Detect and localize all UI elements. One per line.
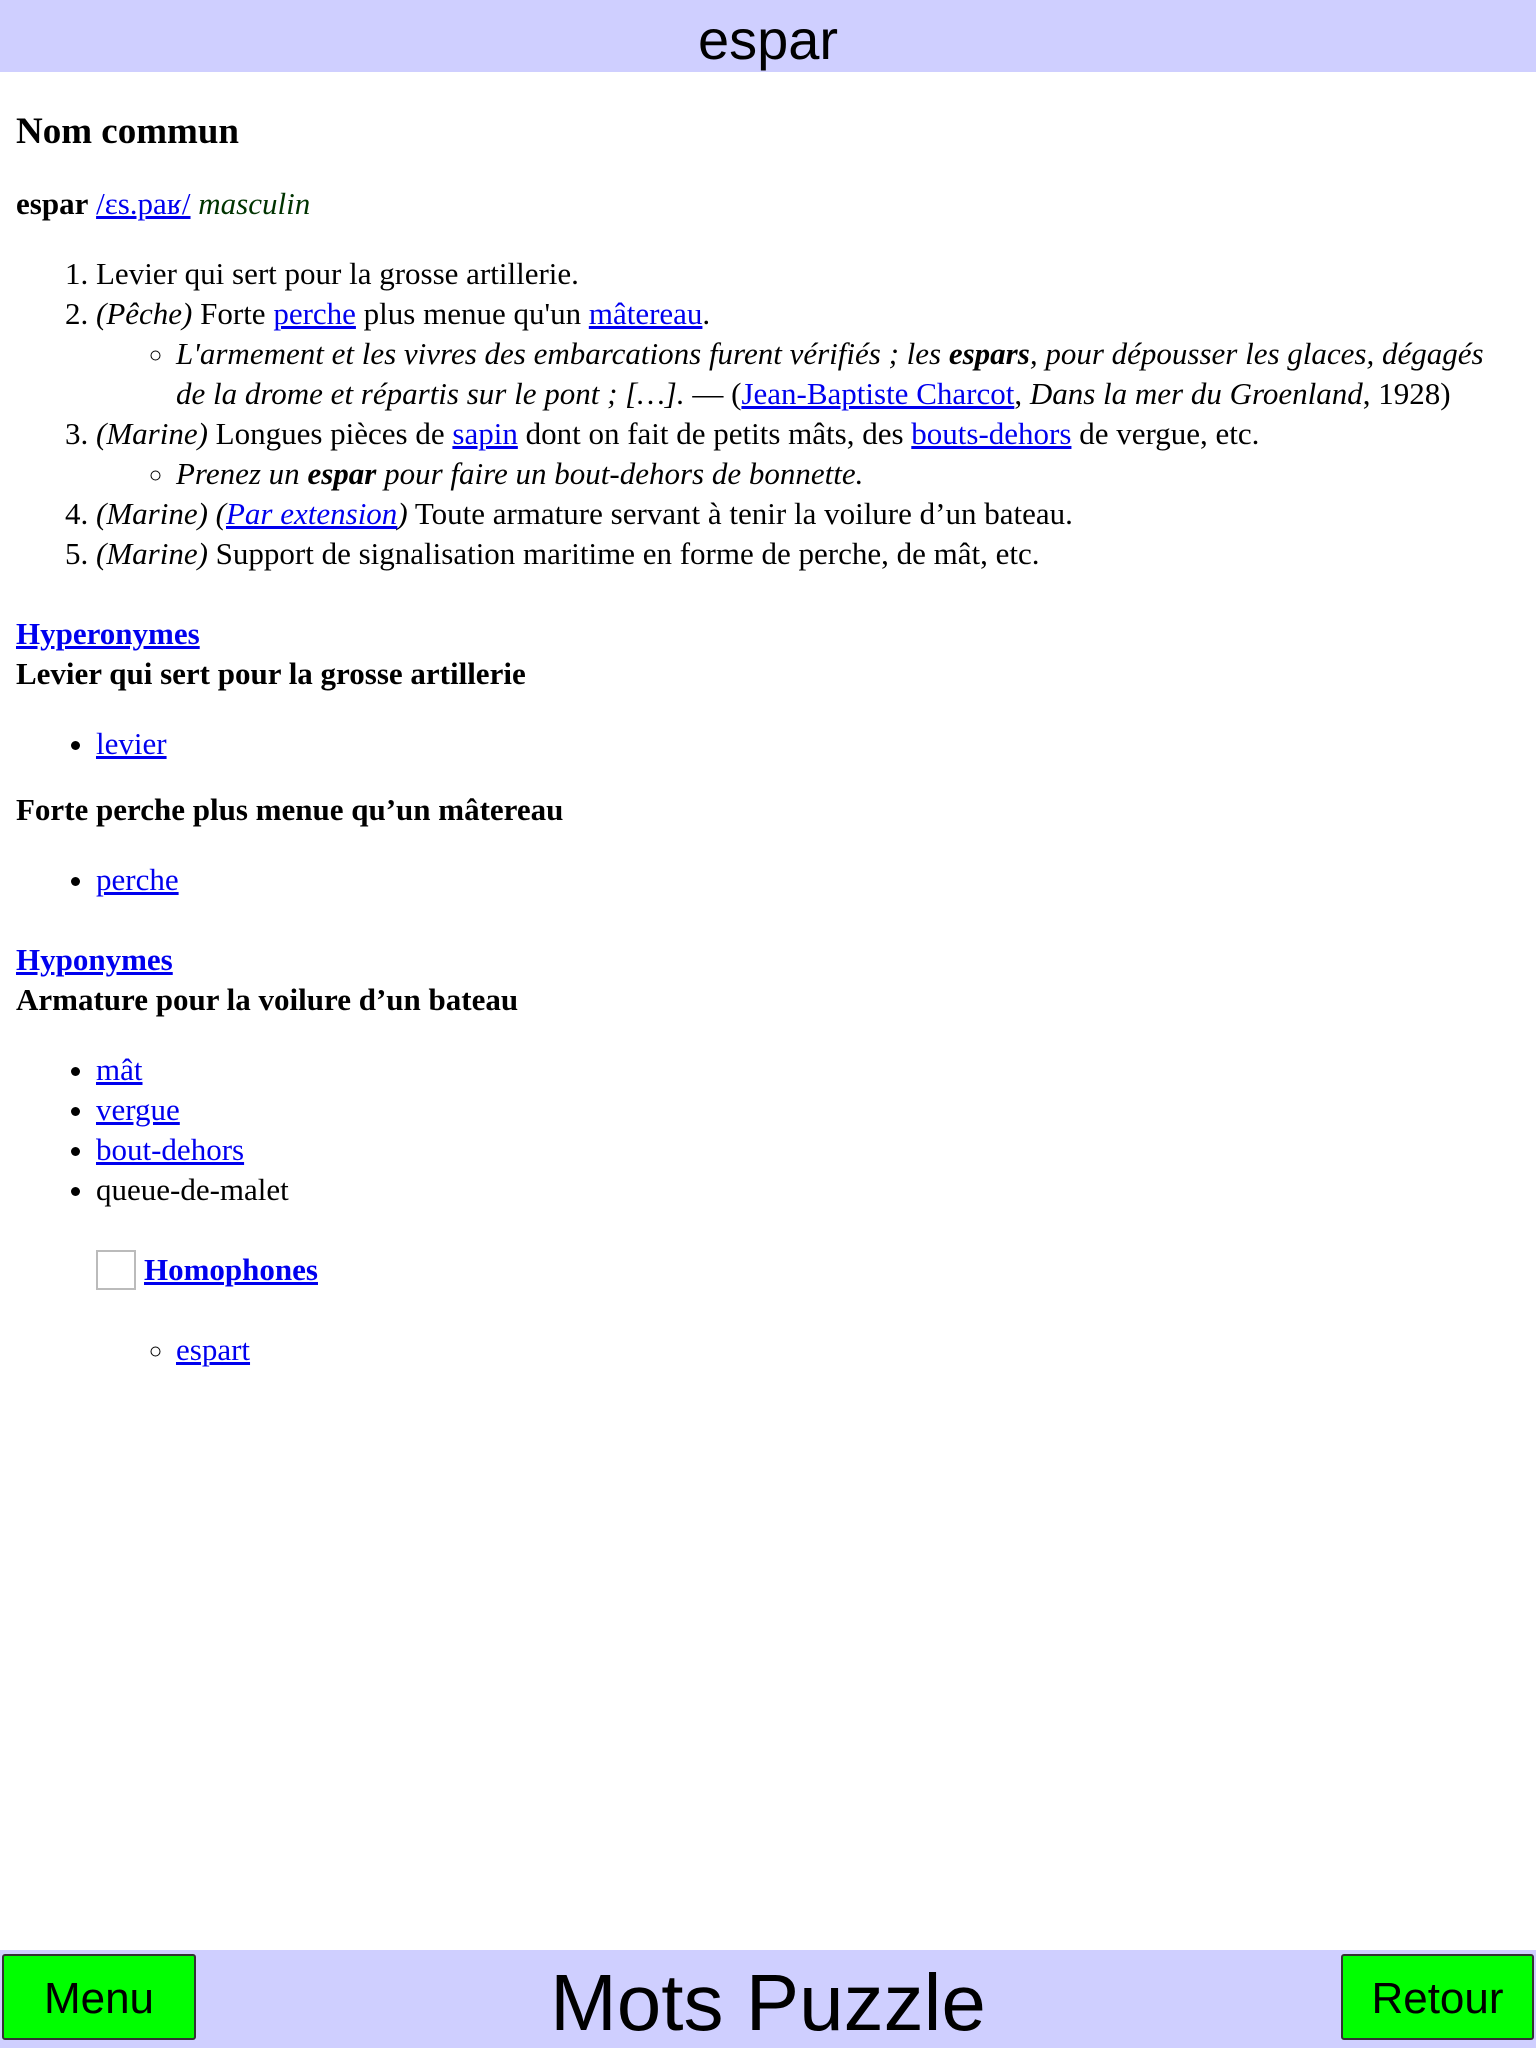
definition-item	[96, 414, 1516, 494]
definition-text: Longues pièces de	[207, 416, 453, 451]
example-text: pour faire un bout-dehors de bonnette.	[376, 456, 864, 491]
link-author[interactable]: Jean-Baptiste Charcot	[741, 376, 1015, 411]
hyponymes-heading	[16, 940, 1516, 980]
definition-text: plus menue qu'un	[355, 296, 589, 331]
usage-label: (Pêche)	[96, 296, 193, 331]
hyperonym-list	[16, 860, 1516, 900]
definition-text: Forte	[200, 296, 274, 331]
section-title: Nom commun	[16, 111, 240, 152]
example-bold: espars	[948, 336, 1030, 371]
link-perche[interactable]: perche	[273, 296, 356, 331]
link-par-extension[interactable]: Par extension	[225, 496, 398, 531]
link-sapin[interactable]: sapin	[452, 416, 518, 451]
gender-label: masculin	[198, 186, 311, 221]
link-espart[interactable]: espart	[176, 1332, 251, 1367]
sense-heading: Forte perche plus menue qu’un mâtereau	[16, 792, 564, 827]
definition-item	[96, 494, 1516, 534]
example-source-open: — (	[684, 376, 742, 411]
example-work: Dans la mer du Groenland	[1029, 376, 1363, 411]
example-text: L'armement et les vivres des embarcations furent vérifiés ; les	[176, 336, 949, 371]
definition-content	[16, 72, 1516, 1370]
sense-heading: Armature pour la voilure d’un bateau	[16, 982, 519, 1017]
retour-button[interactable]: Retour	[1341, 1954, 1534, 2040]
hyponymes-link[interactable]: Hyponymes	[16, 942, 173, 977]
paren-close: )	[397, 496, 408, 531]
hyponym-list	[16, 1050, 1516, 1210]
example-text: , pour dépousser les glaces, dégagés de la drome et répartis sur le pont ; […].	[176, 336, 1484, 411]
pronunciation-link[interactable]: /ɛs.paʁ/	[96, 186, 191, 221]
usage-label: (Marine)	[96, 416, 208, 451]
example-year: , 1928)	[1362, 376, 1451, 411]
list-item	[96, 1130, 1516, 1170]
list-item	[96, 724, 1516, 764]
definition-item	[96, 254, 1516, 294]
definition-item	[96, 534, 1516, 574]
link-mat[interactable]: mât	[96, 1052, 143, 1087]
usage-label: (Marine)	[96, 536, 208, 571]
definition-text: Support de signalisation maritime en forme de perche, de mât, etc.	[207, 536, 1040, 571]
definition-item	[96, 294, 1516, 414]
app-title: Mots Puzzle	[550, 1958, 986, 2047]
hyperonym-list	[16, 724, 1516, 764]
definitions-list	[16, 254, 1516, 574]
definition-text: Toute armature servant à tenir la voilure d’un bateau.	[407, 496, 1073, 531]
homophones-list	[96, 1330, 1516, 1370]
paren-open: (	[207, 496, 226, 531]
definition-text: dont on fait de petits mâts, des	[517, 416, 912, 451]
example-bold: espar	[307, 456, 377, 491]
homophones-heading	[96, 1250, 1516, 1290]
page-title: espar	[697, 8, 839, 71]
example-quote	[176, 334, 1516, 414]
definition-text: .	[702, 296, 711, 331]
list-item	[176, 1330, 1516, 1370]
list-item	[96, 1090, 1516, 1130]
list-item	[96, 860, 1516, 900]
list-item	[96, 1170, 1516, 1210]
examples-list	[96, 454, 1516, 494]
hyperonymes-link[interactable]: Hyperonymes	[16, 616, 200, 651]
bottom-bar	[0, 1950, 1536, 2048]
list-item	[96, 1050, 1516, 1090]
examples-list	[96, 334, 1516, 414]
menu-button[interactable]: Menu	[2, 1954, 196, 2040]
example-quote	[176, 454, 1516, 494]
link-matereau[interactable]: mâtereau	[588, 296, 703, 331]
example-text: Prenez un	[176, 456, 308, 491]
headword-line	[16, 184, 1516, 224]
link-bout-dehors[interactable]: bout-dehors	[96, 1132, 245, 1167]
top-bar	[0, 0, 1536, 72]
link-perche[interactable]: perche	[96, 862, 179, 897]
homophones-section	[96, 1250, 1516, 1370]
link-bouts-dehors[interactable]: bouts-dehors	[911, 416, 1072, 451]
image-placeholder-icon	[96, 1250, 136, 1290]
link-levier[interactable]: levier	[96, 726, 167, 761]
usage-label: (Marine)	[96, 496, 208, 531]
example-comma: ,	[1014, 376, 1030, 411]
hyperonymes-heading	[16, 614, 1516, 654]
queue-de-malet-text: queue-de-malet	[96, 1172, 289, 1207]
homophones-link[interactable]: Homophones	[144, 1252, 318, 1287]
sense-heading: Levier qui sert pour la grosse artillerie	[16, 656, 526, 691]
definition-text: de vergue, etc.	[1071, 416, 1260, 451]
definition-text: Levier qui sert pour la grosse artillerie.	[96, 256, 579, 291]
headword: espar	[16, 186, 89, 221]
link-vergue[interactable]: vergue	[96, 1092, 180, 1127]
